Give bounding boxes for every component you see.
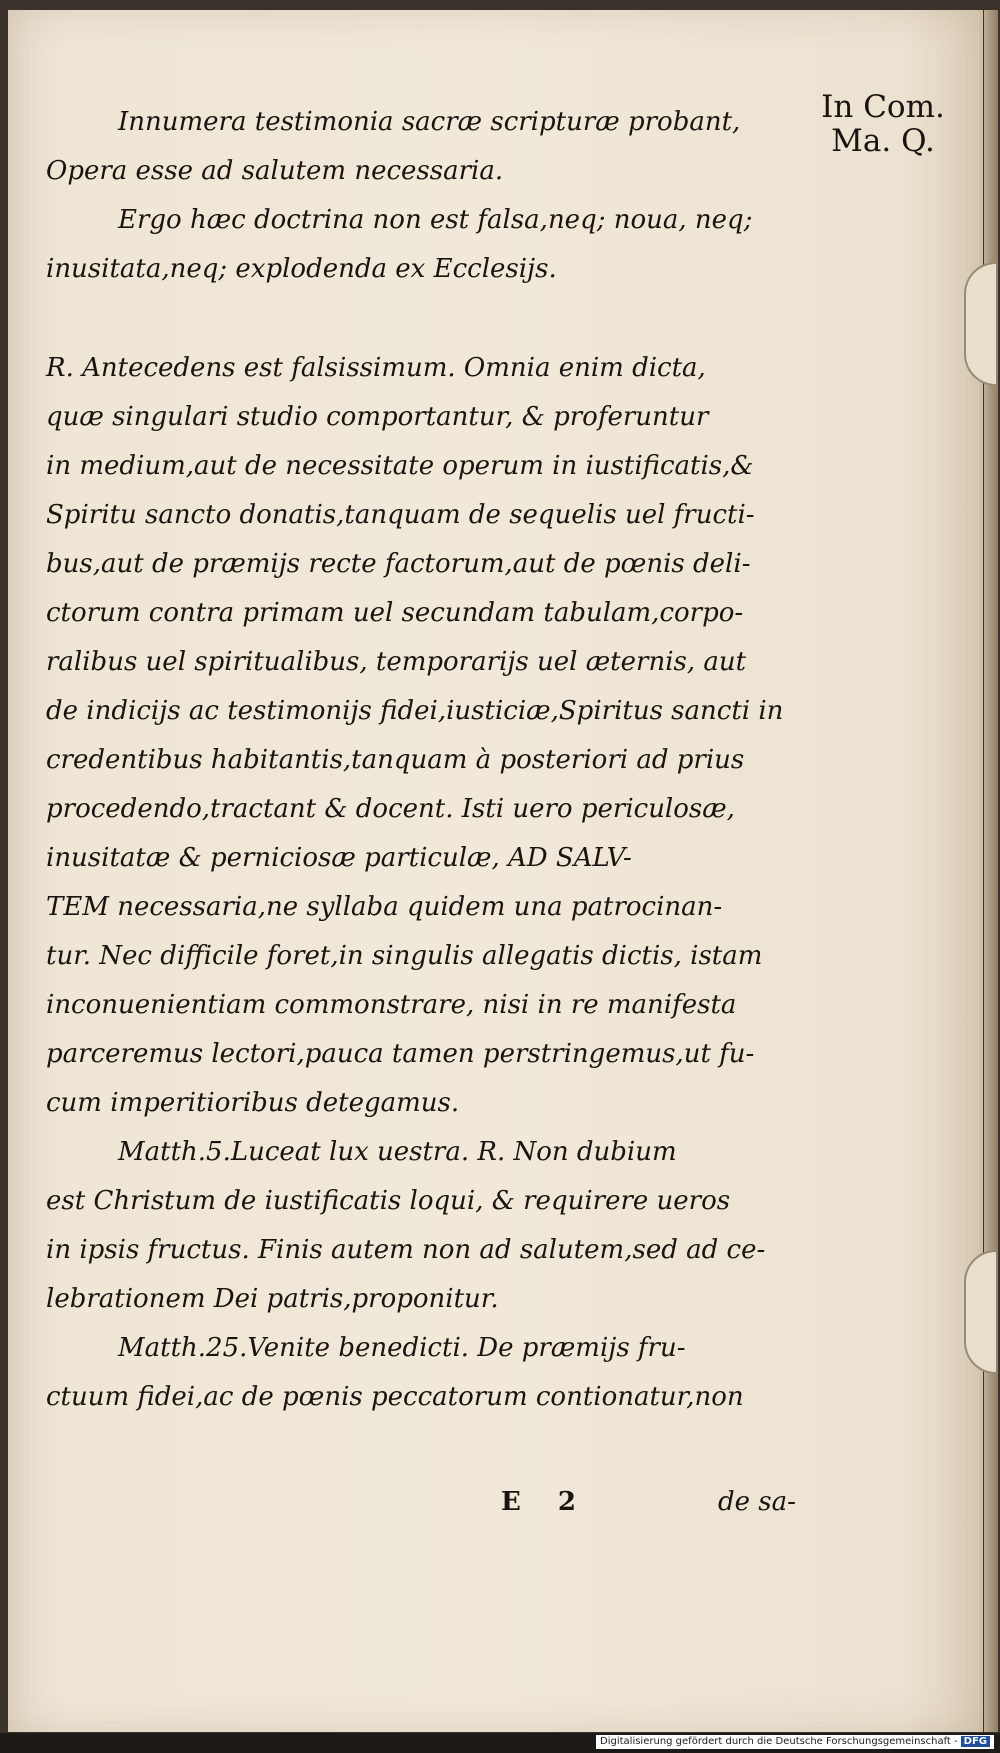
text-line: quæ singulari studio comportantur, & proferuntur — [46, 402, 709, 432]
text-line: inusitata,neq; explodenda ex Ecclesijs. — [46, 254, 557, 284]
text-line: tur. Nec difficile foret,in singulis allegatis dictis, istam — [46, 941, 763, 971]
marginal-note — [808, 90, 958, 158]
text-line: Matth.5.Luceat lux uestra. R. Non dubium — [118, 1137, 677, 1167]
text-line: ctorum contra primam uel secundam tabulam,corpo- — [46, 598, 744, 628]
marginal-note-line: Ma. Q. — [831, 123, 935, 159]
page-footer-line — [46, 1487, 806, 1536]
text-line: Matth.25.Venite benedicti. De præmijs fru- — [118, 1333, 686, 1363]
text-line: de indicijs ac testimonijs fidei,iusticiæ,Spiritus sancti in — [46, 696, 784, 726]
dfg-logo: DFG — [961, 1736, 990, 1747]
text-line: Ergo hæc doctrina non est falsa,neq; noua, neq; — [118, 205, 753, 235]
text-line: R. Antecedens est falsissimum. Omnia enim dicta, — [46, 353, 706, 383]
page-tab — [964, 262, 996, 386]
catchword: de sa- — [718, 1487, 796, 1517]
book-page — [8, 10, 983, 1732]
signature-mark: E 2 — [501, 1487, 590, 1517]
text-line: in ipsis fructus. Finis autem non ad salutem,sed ad ce- — [46, 1235, 766, 1265]
text-line: Opera esse ad salutem necessaria. — [46, 156, 504, 186]
text-line: TEM necessaria,ne syllaba quidem una patrocinan- — [46, 892, 723, 922]
text-line: est Christum de iustificatis loqui, & requirere ueros — [46, 1186, 731, 1216]
text-line: Spiritu sancto donatis,tanquam de sequelis uel fructi- — [46, 500, 755, 530]
text-line: credentibus habitantis,tanquam à posteriori ad prius — [46, 745, 745, 775]
text-line: inconuenientiam commonstrare, nisi in re manifesta — [46, 990, 737, 1020]
main-text — [46, 98, 806, 1517]
text-line: lebrationem Dei patris,proponitur. — [46, 1284, 499, 1314]
text-line: ralibus uel spiritualibus, temporarijs uel æternis, aut — [46, 647, 747, 677]
text-line: inusitatæ & perniciosæ particulæ, AD SALV- — [46, 843, 632, 873]
text-line: Innumera testimonia sacræ scripturæ probant, — [118, 107, 741, 137]
text-line: ctuum fidei,ac de pœnis peccatorum contionatur,non — [46, 1382, 744, 1412]
text-line: parceremus lectori,pauca tamen perstringemus,ut fu- — [46, 1039, 755, 1069]
text-line: in medium,aut de necessitate operum in iustificatis,& — [46, 451, 754, 481]
credit-text: Digitalisierung gefördert durch die Deutsche Forschungsgemeinschaft - — [600, 1736, 958, 1747]
page-tab — [964, 1250, 996, 1374]
text-line: procedendo,tractant & docent. Isti uero periculosæ, — [46, 794, 735, 824]
text-line: bus,aut de præmijs recte factorum,aut de pœnis deli- — [46, 549, 751, 579]
text-line: cum imperitioribus detegamus. — [46, 1088, 460, 1118]
marginal-note-line: In Com. — [821, 89, 945, 125]
paragraph-gap — [46, 294, 806, 344]
digitization-credit — [596, 1735, 994, 1749]
